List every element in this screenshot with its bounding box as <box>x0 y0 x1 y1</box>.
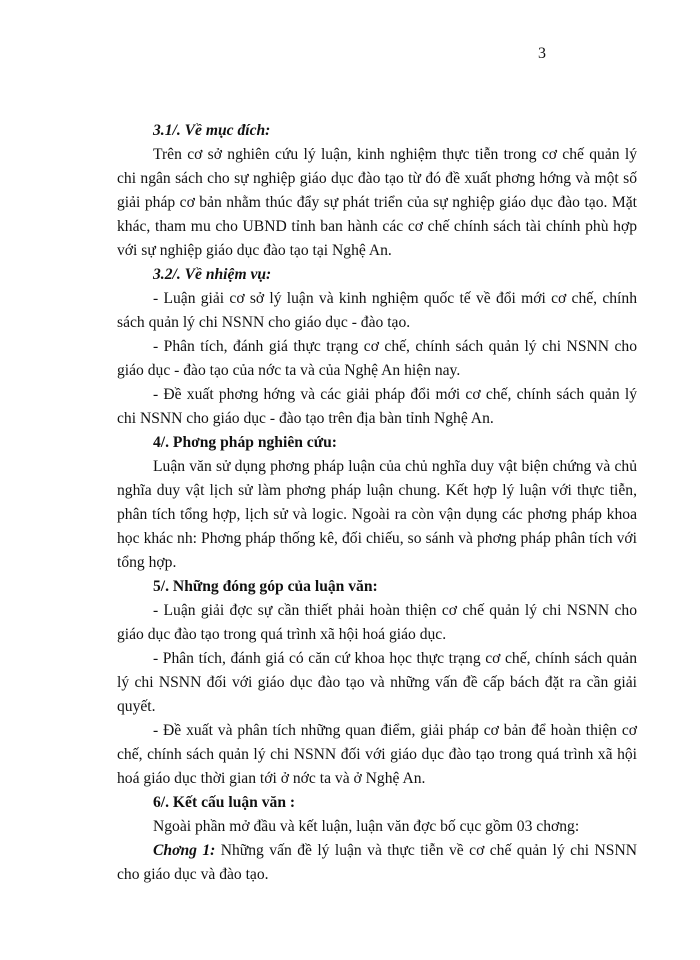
section-3-2-item: - Luận giải cơ sở lý luận và kinh nghiệm quốc tế về đổi mới cơ chế, chính sách quản lý chi NSNN cho giáo dục - đào tạo. <box>117 290 637 331</box>
section-3-2-item: - Đề xuất phơng hớng và các giải pháp đổi mới cơ chế, chính sách quản lý chi NSNN cho giáo dục - đào tạo trên địa bàn tỉnh Nghệ An. <box>117 386 637 427</box>
chapter-1-label: Chơng 1: <box>153 842 216 859</box>
section-4-paragraph: Luận văn sử dụng phơng pháp luận của chủ nghĩa duy vật biện chứng và chủ nghĩa duy vật lịch sử làm phơng pháp luận chung. Kết hợp lý luận với thực tiễn, phân tích tổng hợp, lịch sử và logic. Ngoài ra còn vận dụng các phơng pháp khoa học khác nh: Phơng pháp thống kê, đối chiếu, so sánh và phơng pháp phân tích với tổng hợp. <box>117 458 637 571</box>
section-6-paragraph: Ngoài phần mở đầu và kết luận, luận văn đợc bố cục gồm 03 chơng: <box>153 818 580 835</box>
section-3-2-item: - Phân tích, đánh giá thực trạng cơ chế, chính sách quản lý chi NSNN cho giáo dục - đào tạo của nớc ta và của Nghệ An hiện nay. <box>117 338 637 379</box>
chapter-1-text: Những vấn đề lý luận và thực tiễn về cơ chế quản lý chi NSNN cho giáo dục và đào tạo. <box>117 842 637 883</box>
section-3-2-heading: 3.2/. Về nhiệm vụ: <box>153 266 272 283</box>
section-5-heading: 5/. Những đóng góp của luận văn: <box>153 578 378 595</box>
section-4-heading: 4/. Phơng pháp nghiên cứu: <box>153 434 337 451</box>
section-3-1-heading: 3.1/. Về mục đích: <box>153 122 271 139</box>
section-5-item: - Đề xuất và phân tích những quan điểm, giải pháp cơ bản để hoàn thiện cơ chế, chính sách quản lý chi NSNN đối với giáo dục đào tạo trong quá trình xã hội hoá giáo dục thời gian tới ở nớc ta và ở Nghệ An. <box>117 722 637 787</box>
page-content <box>117 119 637 887</box>
section-5-item: - Phân tích, đánh giá có căn cứ khoa học thực trạng cơ chế, chính sách quản lý chi NSNN đối với giáo dục đào tạo và những vấn đề cấp bách đặt ra cần giải quyết. <box>117 650 637 715</box>
page-number: 3 <box>538 45 546 62</box>
section-6-heading: 6/. Kết cấu luận văn : <box>153 794 296 811</box>
section-5-item: - Luận giải đợc sự cần thiết phải hoàn thiện cơ chế quản lý chi NSNN cho giáo dục đào tạo trong quá trình xã hội hoá giáo dục. <box>117 602 637 643</box>
chapter-1-entry <box>117 839 637 887</box>
section-3-1-paragraph: Trên cơ sở nghiên cứu lý luận, kinh nghiệm thực tiễn trong cơ chế quản lý chi ngân sách cho sự nghiệp giáo dục đào tạo từ đó đề xuất phơng hớng và một số giải pháp cơ bản nhằm thúc đẩy sự phát triển của sự nghiệp giáo dục đào tạo. Mặt khác, tham mu cho UBND tỉnh ban hành các cơ chế chính sách tài chính phù hợp với sự nghiệp giáo dục đào tạo tại Nghệ An. <box>117 146 637 259</box>
